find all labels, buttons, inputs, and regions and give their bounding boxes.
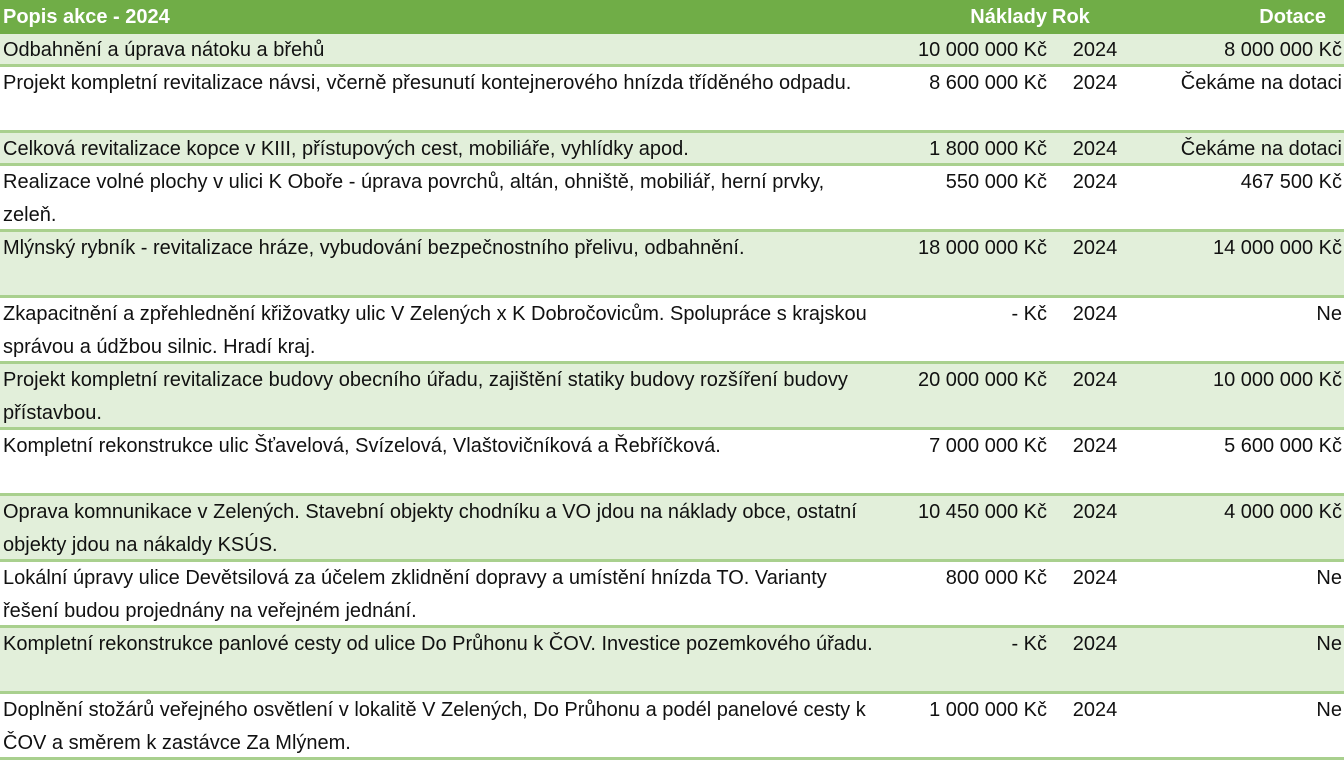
table-row — [0, 232, 1344, 298]
cell-description[interactable]: Mlýnský rybník - revitalizace hráze, vybudování bezpečnostního přelivu, odbahnění. — [3, 237, 745, 259]
table-row — [0, 562, 1344, 628]
cell-cost[interactable]: 550 000 Kč — [945, 171, 1047, 193]
cell-year[interactable]: 2024 — [1072, 699, 1118, 721]
cell-subsidy[interactable]: 4 000 000 Kč — [1224, 501, 1342, 523]
cell-cost[interactable]: 10 000 000 Kč — [918, 39, 1047, 61]
table-body — [0, 34, 1344, 760]
cell-cost[interactable]: 1 800 000 Kč — [929, 138, 1047, 160]
cell-year[interactable]: 2024 — [1072, 237, 1118, 259]
cell-subsidy[interactable]: 5 600 000 Kč — [1224, 435, 1342, 457]
cell-year[interactable]: 2024 — [1072, 72, 1118, 94]
cell-cost[interactable]: - Kč — [1011, 633, 1047, 655]
cell-cost[interactable]: 20 000 000 Kč — [918, 369, 1047, 391]
cell-subsidy[interactable]: Čekáme na dotaci — [1180, 72, 1342, 94]
cell-cost[interactable]: - Kč — [1011, 303, 1047, 325]
cell-cost[interactable]: 7 000 000 Kč — [929, 435, 1047, 457]
cell-description[interactable]: Kompletní rekonstrukce ulic Šťavelová, Svízelová, Vlaštovičníková a Řebříčková. — [3, 435, 721, 457]
cell-description[interactable]: Doplnění stožárů veřejného osvětlení v lokalitě V Zelených, Do Průhonu a podél panelové cesty k ČOV a směrem k zastávce Za Mlýnem. — [3, 699, 866, 754]
cell-cost[interactable]: 800 000 Kč — [945, 567, 1047, 589]
cell-description[interactable]: Oprava komnunikace v Zelených. Stavební objekty chodníku a VO jdou na náklady obce, ostatní objekty jdou na nákaldy KSÚS. — [3, 501, 857, 556]
cell-subsidy[interactable]: 8 000 000 Kč — [1224, 39, 1342, 61]
cell-subsidy[interactable]: Čekáme na dotaci — [1180, 138, 1342, 160]
table-row — [0, 496, 1344, 562]
header-cost[interactable]: Náklady — [970, 5, 1047, 28]
cell-year[interactable]: 2024 — [1072, 567, 1118, 589]
cell-cost[interactable]: 8 600 000 Kč — [929, 72, 1047, 94]
cell-subsidy[interactable]: 14 000 000 Kč — [1213, 237, 1342, 259]
cell-description[interactable]: Lokální úpravy ulice Devětsilová za účelem zklidnění dopravy a umístění hnízda TO. Varianty řešení budou projednány na veřejném jednání. — [3, 567, 827, 622]
table-row — [0, 34, 1344, 67]
cell-cost[interactable]: 10 450 000 Kč — [918, 501, 1047, 523]
cell-year[interactable]: 2024 — [1072, 303, 1118, 325]
cell-year[interactable]: 2024 — [1072, 138, 1118, 160]
cell-description[interactable]: Projekt kompletní revitalizace budovy obecního úřadu, zajištění statiky budovy rozšíření budovy přístavbou. — [3, 369, 848, 424]
cell-cost[interactable]: 1 000 000 Kč — [929, 699, 1047, 721]
cell-description[interactable]: Odbahnění a úprava nátoku a břehů — [3, 39, 325, 61]
header-year[interactable]: Rok — [1052, 5, 1090, 28]
cell-subsidy[interactable]: 10 000 000 Kč — [1213, 369, 1342, 391]
header-row — [0, 0, 1344, 34]
cell-description[interactable]: Projekt kompletní revitalizace návsi, včerně přesunutí kontejnerového hnízda tříděného odpadu. — [3, 72, 852, 94]
cell-description[interactable]: Realizace volné plochy v ulici K Oboře - úprava povrchů, altán, ohniště, mobiliář, herní prvky, zeleň. — [3, 171, 825, 226]
cell-year[interactable]: 2024 — [1072, 369, 1118, 391]
cell-year[interactable]: 2024 — [1072, 501, 1118, 523]
cell-description[interactable]: Zkapacitnění a zpřehlednění křižovatky ulic V Zelených x K Dobročovicům. Spolupráce s krajskou správou a údžbou silnic. Hradí kraj. — [3, 303, 867, 358]
table-row — [0, 67, 1344, 133]
table-row — [0, 628, 1344, 694]
table-row — [0, 298, 1344, 364]
table-row — [0, 430, 1344, 496]
cell-year[interactable]: 2024 — [1072, 39, 1118, 61]
table-row — [0, 133, 1344, 166]
cell-year[interactable]: 2024 — [1072, 633, 1118, 655]
header-description[interactable]: Popis akce - 2024 — [3, 5, 170, 28]
cell-subsidy[interactable]: 467 500 Kč — [1240, 171, 1342, 193]
header-subsidy[interactable]: Dotace — [1259, 5, 1326, 28]
cell-subsidy[interactable]: Ne — [1316, 699, 1342, 721]
cell-subsidy[interactable]: Ne — [1316, 303, 1342, 325]
table-row — [0, 364, 1344, 430]
cell-subsidy[interactable]: Ne — [1316, 567, 1342, 589]
cell-subsidy[interactable]: Ne — [1316, 633, 1342, 655]
cell-year[interactable]: 2024 — [1072, 435, 1118, 457]
cell-cost[interactable]: 18 000 000 Kč — [918, 237, 1047, 259]
table-row — [0, 694, 1344, 760]
cell-description[interactable]: Celková revitalizace kopce v KIII, přístupových cest, mobiliáře, vyhlídky apod. — [3, 138, 689, 160]
table-row — [0, 166, 1344, 232]
cell-description[interactable]: Kompletní rekonstrukce panlové cesty od ulice Do Průhonu k ČOV. Investice pozemkového úřadu. — [3, 633, 873, 655]
cell-year[interactable]: 2024 — [1072, 171, 1118, 193]
